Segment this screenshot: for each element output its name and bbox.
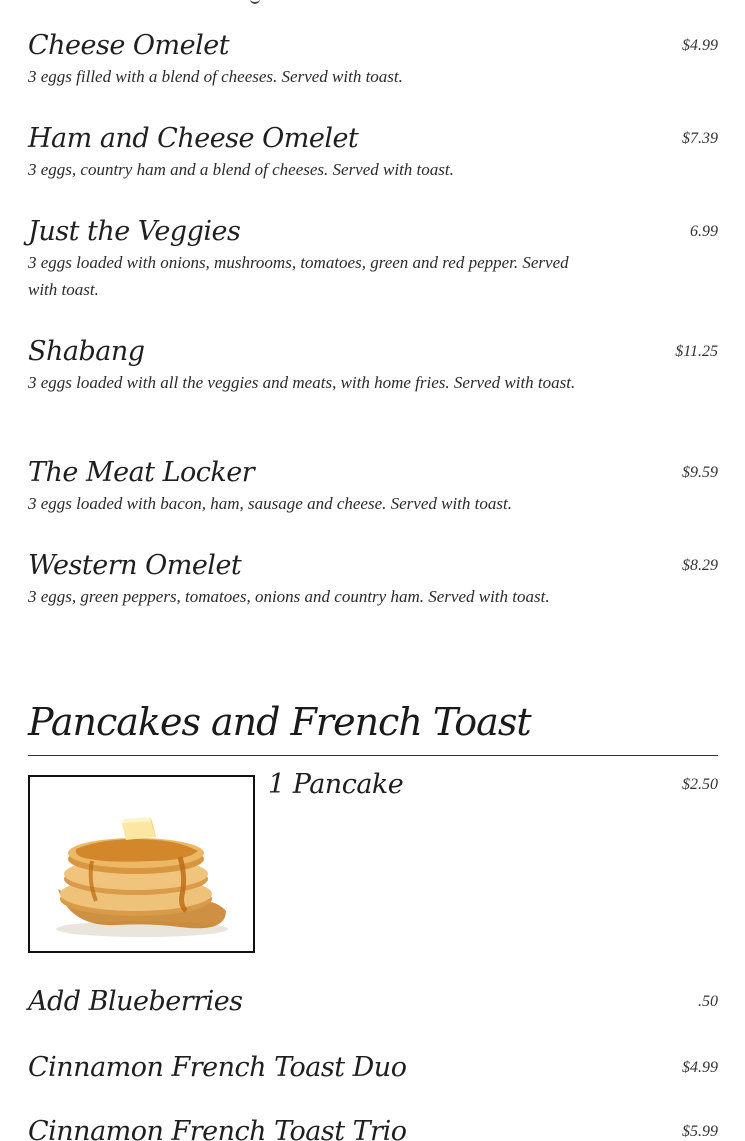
item-name: Shabang [28,336,145,367]
item-price: $5.99 [682,1123,718,1140]
item-description: 3 eggs, green peppers, tomatoes, onions and country ham. Served with toast. [28,587,550,606]
item-name: Just the Veggies [28,216,241,247]
item-description: 3 eggs loaded with onions, mushrooms, tomatoes, green and red pepper. Served with toast. [28,253,569,299]
item-name: The Meat Locker [28,457,255,488]
pancake-stack-photo[interactable] [28,775,255,953]
item-name: Cinnamon French Toast Trio [28,1116,407,1141]
item-price: .50 [698,993,718,1010]
item-price: $9.59 [682,464,718,481]
section-title-pancakes: Pancakes and French Toast [28,700,531,744]
item-price: $2.50 [682,776,718,793]
item-price: $8.29 [682,557,718,574]
item-price: 6.99 [690,223,718,240]
menu-item-cinnamon-french-toast-trio [28,1116,718,1141]
section-divider [28,755,718,756]
item-name: Cinnamon French Toast Duo [28,1052,407,1083]
item-name: Cheese Omelet [28,30,230,61]
item-name: Ham and Cheese Omelet [28,123,359,154]
item-price: $4.99 [682,1059,718,1076]
item-description: 3 eggs loaded with bacon, ham, sausage and cheese. Served with toast. [28,494,512,513]
item-name: Western Omelet [28,550,242,581]
item-name: Add Blueberries [28,986,243,1017]
item-price: $4.99 [682,37,718,54]
item-description: 3 eggs loaded with all the veggies and meats, with home fries. Served with toast. [28,373,576,392]
item-price: $7.39 [682,130,718,147]
item-name: 1 Pancake [268,769,404,800]
item-description: 3 eggs, country ham and a blend of cheeses. Served with toast. [28,160,454,179]
item-price: $11.25 [675,343,718,360]
cropped-heading-fragment [250,0,260,4]
item-description: 3 eggs filled with a blend of cheeses. Served with toast. [28,67,403,86]
pancake-icon [30,777,253,951]
